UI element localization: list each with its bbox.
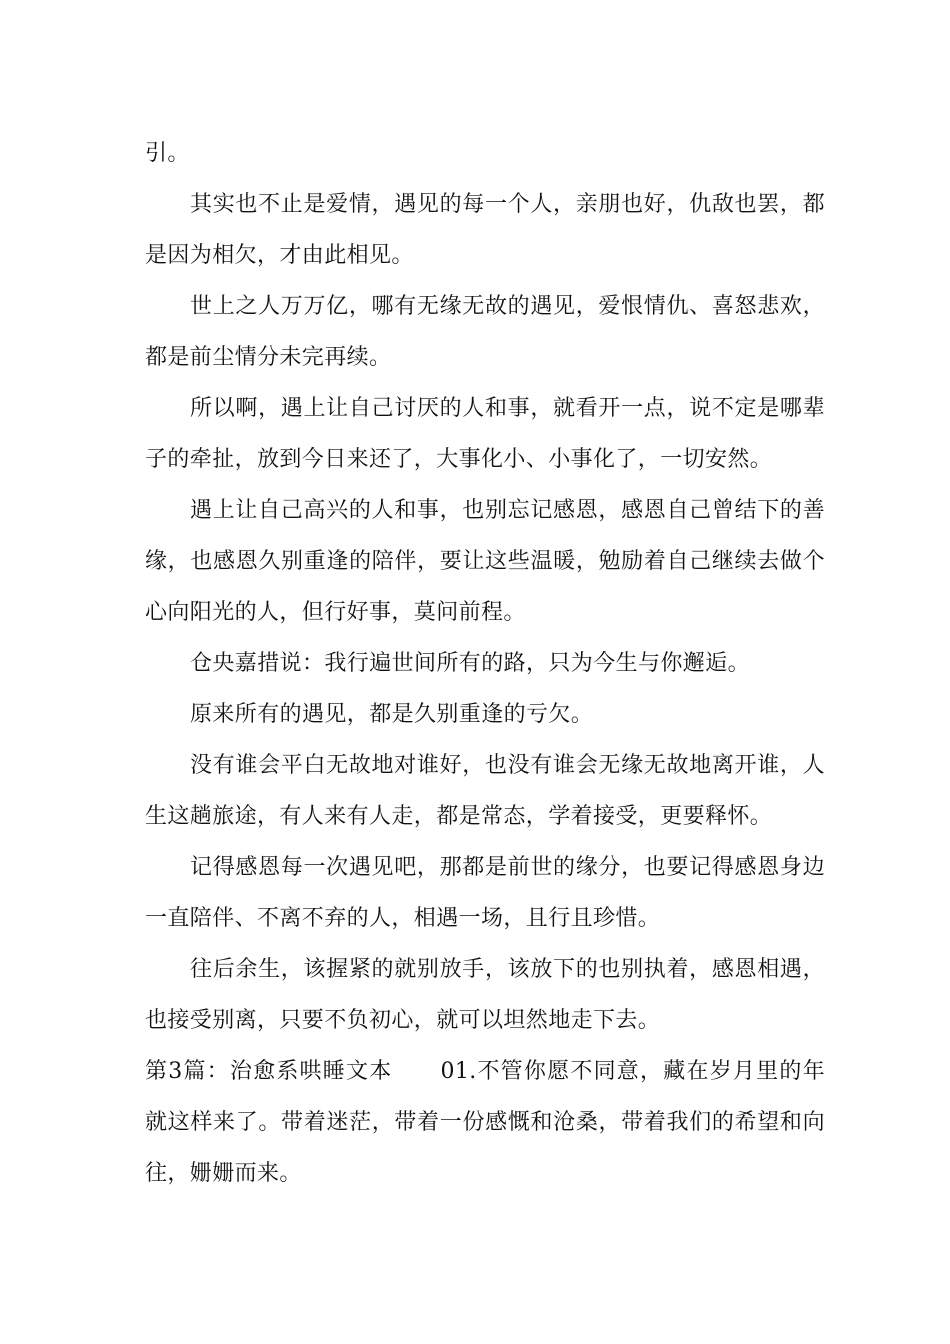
document-body xyxy=(145,128,825,1199)
paragraph-7: 原来所有的遇见，都是久别重逢的亏欠。 xyxy=(190,702,594,727)
section-heading: 第3篇：治愈系哄睡文本 xyxy=(145,1059,393,1084)
section-body-text: 01.不管你愿不同意，藏在岁月里的年就这样来了。带着迷茫，带着一份感慨和沧桑，带着我们的希望和向往，姗姗而来。 xyxy=(145,1059,825,1186)
paragraph-1: 引。 xyxy=(145,141,190,166)
paragraph-9: 记得感恩每一次遇见吧，那都是前世的缘分，也要记得感恩身边一直陪伴、不离不弃的人，相遇一场，且行且珍惜。 xyxy=(145,855,825,931)
paragraph-2: 其实也不止是爱情，遇见的每一个人，亲朋也好，仇敌也罢，都是因为相欠，才由此相见。 xyxy=(145,192,825,268)
paragraph-3: 世上之人万万亿，哪有无缘无故的遇见，爱恨情仇、喜怒悲欢，都是前尘情分未完再续。 xyxy=(145,294,825,370)
paragraph-8: 没有谁会平白无故地对谁好，也没有谁会无缘无故地离开谁，人生这趟旅途，有人来有人走，都是常态，学着接受，更要释怀。 xyxy=(145,753,825,829)
section-paragraph xyxy=(145,1046,825,1199)
paragraph-6: 仓央嘉措说：我行遍世间所有的路，只为今生与你邂逅。 xyxy=(190,651,751,676)
paragraph-4: 所以啊，遇上让自己讨厌的人和事，就看开一点，说不定是哪辈子的牵扯，放到今日来还了，大事化小、小事化了，一切安然。 xyxy=(145,396,825,472)
paragraph-5: 遇上让自己高兴的人和事，也别忘记感恩，感恩自己曾结下的善缘，也感恩久别重逢的陪伴，要让这些温暖，勉励着自己继续去做个心向阳光的人，但行好事，莫问前程。 xyxy=(145,498,825,625)
paragraph-10: 往后余生，该握紧的就别放手，该放下的也别执着，感恩相遇，也接受别离，只要不负初心，就可以坦然地走下去。 xyxy=(145,957,825,1033)
